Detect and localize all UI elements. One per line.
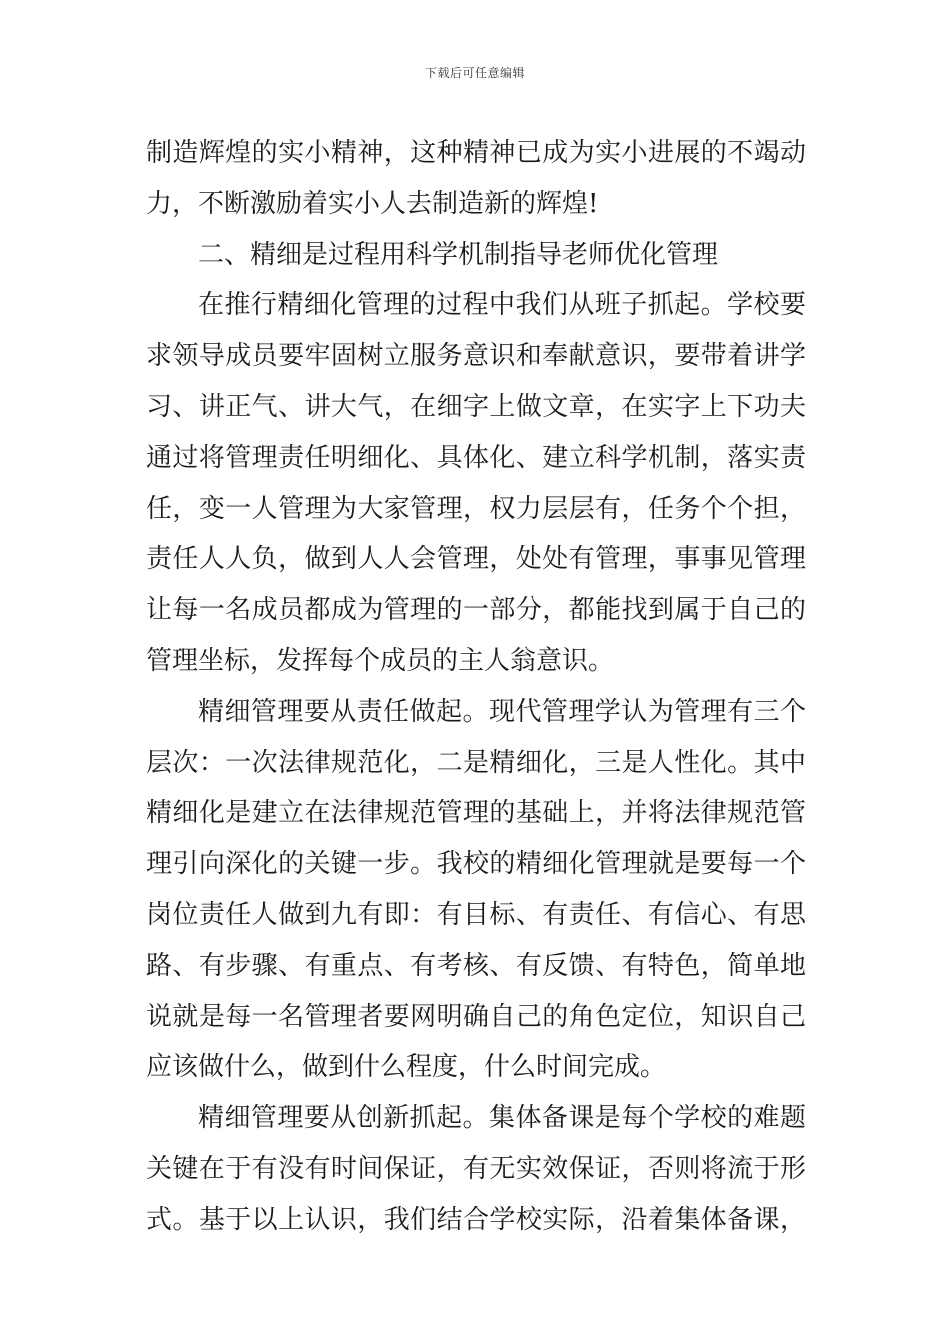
text-line: 精细化是建立在法律规范管理的基础上，并将法律规范管 bbox=[146, 798, 806, 829]
text-line: 任，变一人管理为大家管理，权力层层有，任务个个担， bbox=[146, 493, 806, 524]
text-line: 路、有步骤、有重点、有考核、有反馈、有特色，简单地 bbox=[146, 950, 806, 981]
text-line: 责任人人负，做到人人会管理，处处有管理，事事见管理 bbox=[146, 544, 806, 575]
text-line: 在推行精细化管理的过程中我们从班子抓起。学校要 bbox=[198, 290, 806, 321]
text-line: 关键在于有没有时间保证，有无实效保证，否则将流于形 bbox=[146, 1153, 806, 1184]
text-line: 理引向深化的关键一步。我校的精细化管理就是要每一个 bbox=[146, 849, 806, 880]
text-line: 精细管理要从责任做起。现代管理学认为管理有三个 bbox=[198, 696, 806, 727]
text-line: 岗位责任人做到九有即：有目标、有责任、有信心、有思 bbox=[146, 899, 806, 930]
text-line: 通过将管理责任明细化、具体化、建立科学机制，落实责 bbox=[146, 442, 806, 473]
text-line: 应该做什么，做到什么程度，什么时间完成。 bbox=[146, 1052, 667, 1083]
text-line: 力，不断激励着实小人去制造新的辉煌! bbox=[146, 188, 599, 219]
text-line: 让每一名成员都成为管理的一部分，都能找到属于自己的 bbox=[146, 595, 806, 626]
text-line: 二、精细是过程用科学机制指导老师优化管理 bbox=[198, 239, 719, 270]
text-line: 式。基于以上认识，我们结合学校实际，沿着集体备课， bbox=[146, 1204, 806, 1235]
text-line: 层次：一次法律规范化，二是精细化，三是人性化。其中 bbox=[146, 747, 806, 778]
page-header: 下载后可任意编辑 bbox=[424, 66, 525, 80]
body-text bbox=[146, 128, 806, 1246]
text-line: 说就是每一名管理者要网明确自己的角色定位，知识自己 bbox=[146, 1001, 806, 1032]
text-line: 精细管理要从创新抓起。集体备课是每个学校的难题 bbox=[198, 1103, 806, 1134]
text-line: 求领导成员要牢固树立服务意识和奉献意识，要带着讲学 bbox=[146, 341, 806, 372]
text-line: 管理坐标，发挥每个成员的主人翁意识。 bbox=[146, 645, 615, 676]
text-line: 习、讲正气、讲大气，在细字上做文章，在实字上下功夫 bbox=[146, 391, 806, 422]
text-line: 制造辉煌的实小精神，这种精神已成为实小进展的不竭动 bbox=[146, 138, 806, 168]
